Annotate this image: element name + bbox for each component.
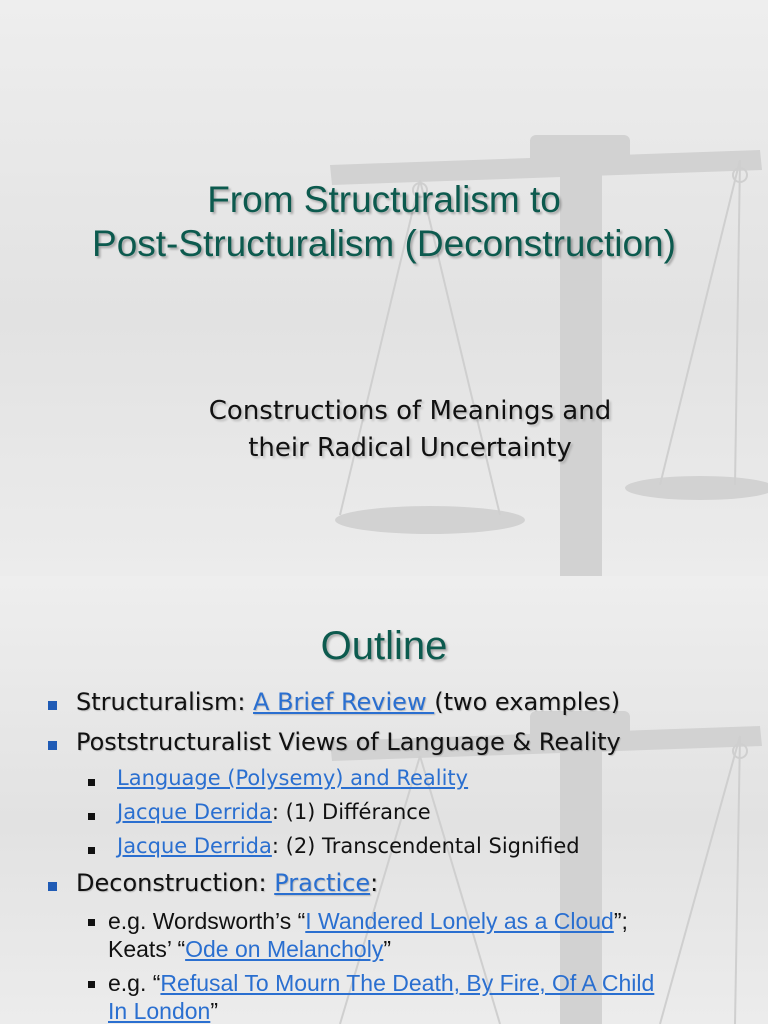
list-item: Jacque Derrida: (1) Différance (117, 800, 431, 824)
list-item: Keats’ “Ode on Melancholy” (108, 936, 391, 962)
title-line-2: Post-Structuralism (Deconstruction) (92, 223, 676, 264)
bullet-square-icon (48, 701, 57, 710)
slide-subtitle (170, 393, 650, 467)
title-line-1: From Structuralism to (207, 179, 561, 220)
outline-slide (0, 576, 768, 1024)
bullet-square-icon (48, 882, 57, 891)
bullet-square-icon (88, 981, 95, 988)
list-item: e.g. Wordsworth’s “I Wandered Lonely as a Cloud”; (108, 908, 628, 934)
bullet-square-icon (88, 847, 95, 854)
link-in-london[interactable]: In London (108, 998, 211, 1024)
list-item: In London” (108, 998, 218, 1024)
link-wandered-lonely[interactable]: I Wandered Lonely as a Cloud (305, 908, 614, 934)
list-item: Jacque Derrida: (2) Transcendental Signified (117, 834, 580, 858)
link-derrida-2[interactable]: Jacque Derrida (117, 834, 272, 858)
list-item: Poststructuralist Views of Language & Reality (76, 728, 621, 756)
link-ode-melancholy[interactable]: Ode on Melancholy (185, 936, 384, 962)
link-brief-review[interactable]: A Brief Review (253, 688, 435, 716)
list-item: Deconstruction: Practice: (76, 869, 379, 897)
subtitle-line-1: Constructions of Meanings and (208, 396, 612, 426)
list-item: Structuralism: A Brief Review (two examples) (76, 688, 621, 716)
outline-title: Outline (320, 624, 448, 668)
subtitle-line-2: their Radical Uncertainty (248, 433, 572, 463)
bullet-square-icon (48, 741, 57, 750)
link-refusal-to-mourn[interactable]: Refusal To Mourn The Death, By Fire, Of A Child (160, 970, 655, 996)
slide-title (0, 178, 768, 266)
bullet-square-icon (88, 779, 95, 786)
list-item: e.g. “Refusal To Mourn The Death, By Fire, Of A Child (108, 970, 655, 996)
bullet-square-icon (88, 813, 95, 820)
link-language-polysemy[interactable]: Language (Polysemy) and Reality (117, 766, 469, 790)
bullet-square-icon (88, 919, 95, 926)
link-derrida-1[interactable]: Jacque Derrida (117, 800, 272, 824)
list-item (117, 766, 468, 790)
link-practice[interactable]: Practice (274, 869, 371, 897)
